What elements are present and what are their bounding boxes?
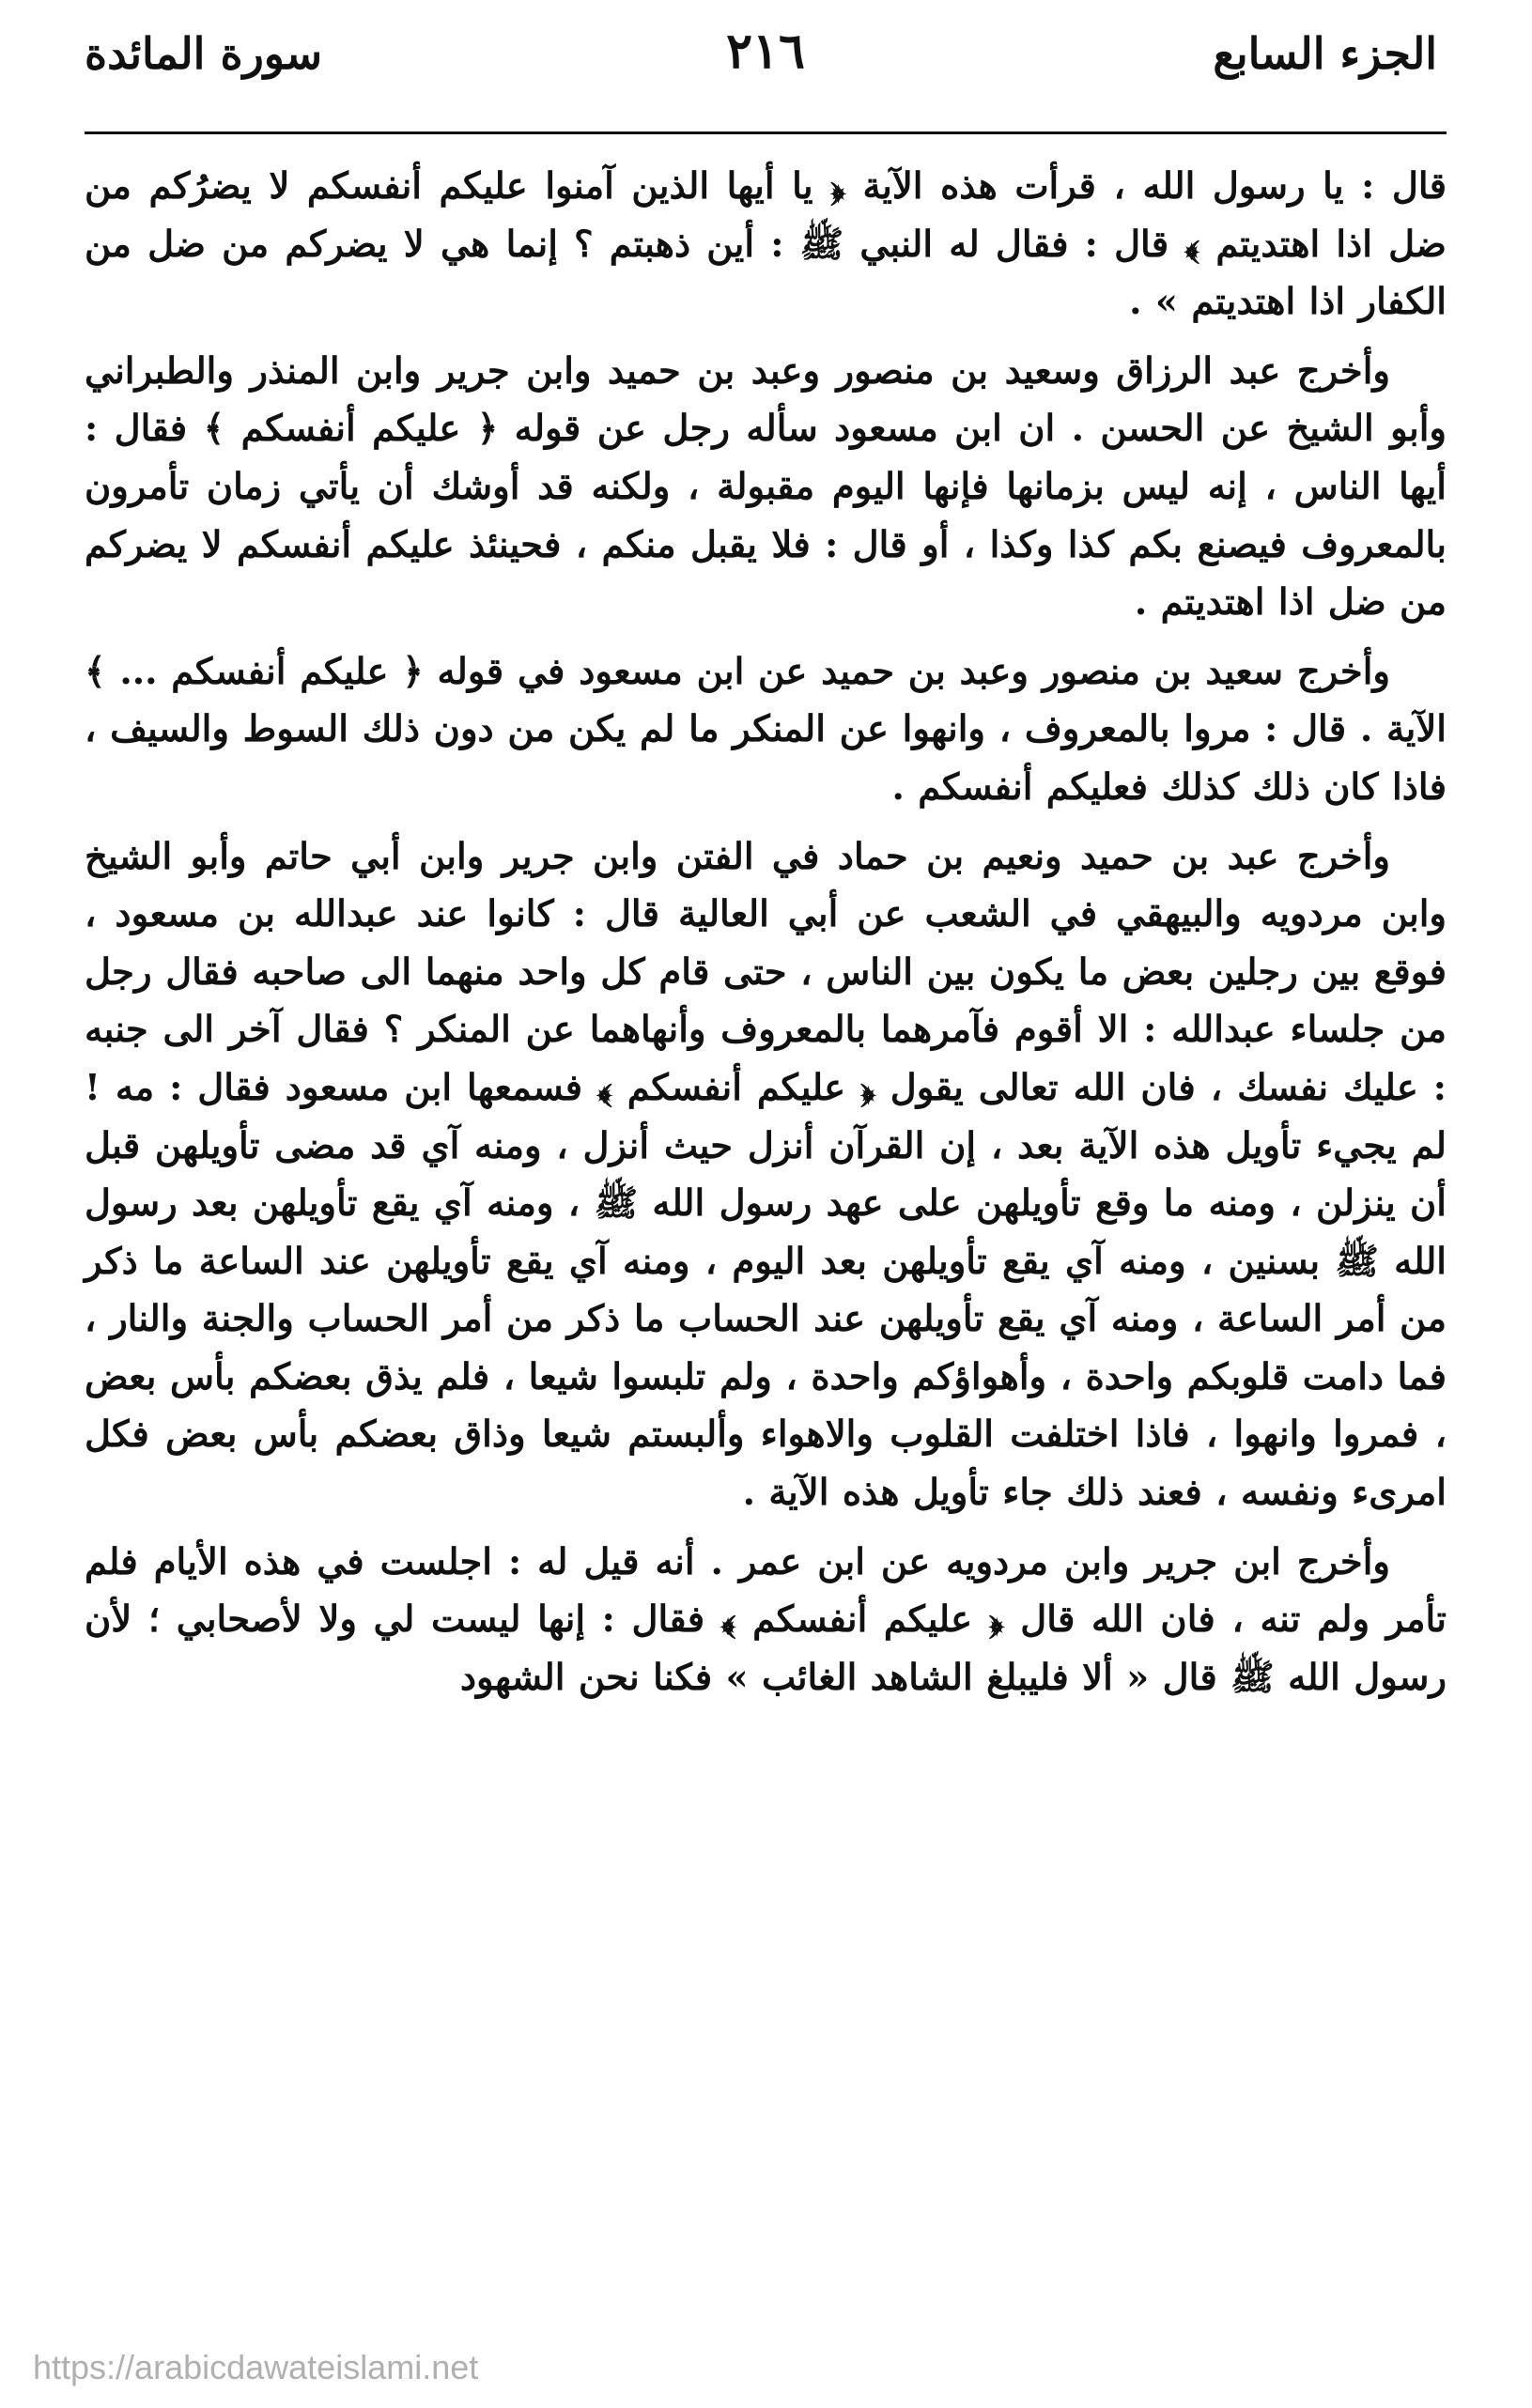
paragraph-1: قال : يا رسول الله ، قرأت هذه الآية ﴿ يا أيها الذين آمنوا عليكم أنفسكم لا يضرُكم من ضل اذا اهتديتم ﴾ قال : فقال له النبي ﷺ : أين ذهبتم ؟ إنما هي لا يضركم من ضل من الكفار اذا اهتديتم » .: [85, 165, 1447, 324]
page-body: [85, 158, 1447, 1718]
header-rule: [85, 131, 1447, 134]
paragraph-5: وأخرج ابن جرير وابن مردويه عن ابن عمر . أنه قيل له : اجلست في هذه الأيام فلم تأمر ولم تنه ، فان الله قال ﴿ عليكم أنفسكم ﴾ فقال : إنها ليست لي ولا لأصحابي ؛ لأن رسول الله ﷺ قال « ألا فليبلغ الشاهد الغائب » فكنا نحن الشهود: [85, 1540, 1447, 1699]
watermark-url: https://arabicdawateislami.net: [33, 2348, 479, 2386]
surah-title: سورة المائدة: [85, 28, 323, 79]
page-number: ٢١٦: [726, 23, 805, 80]
page-header: [85, 17, 1447, 120]
paragraph-3: وأخرج سعيد بن منصور وعبد بن حميد عن ابن مسعود في قوله ﴿ عليكم أنفسكم ... ﴾ الآية . قال : مروا بالمعروف ، وانهوا عن المنكر ما لم يكن من دون ذلك السوط والسيف ، فاذا كان ذلك كذلك فعليكم أنفسكم .: [85, 650, 1447, 809]
paragraph-4: وأخرج عبد بن حميد ونعيم بن حماد في الفتن وابن جرير وابن أبي حاتم وأبو الشيخ وابن مردويه والبيهقي في الشعب عن أبي العالية قال : كانوا عند عبدالله بن مسعود ، فوقع بين رجلين بعض ما يكون بين الناس ، حتى قام كل واحد منهما الى صاحبه فقال رجل من جلساء عبدالله : الا أقوم فآمرهما بالمعروف وأنهاهما عن المنكر ؟ فقال آخر الى جنبه : عليك نفسك ، فان الله تعالى يقول ﴿ عليكم أنفسكم ﴾ فسمعها ابن مسعود فقال : مه ! لم يجيء تأويل هذه الآية بعد ، إن القرآن أنزل حيث أنزل ، ومنه آي قد مضى تأويلهن قبل أن ينزلن ، ومنه ما وقع تأويلهن على عهد رسول الله ﷺ ، ومنه آي يقع تأويلهن بعد رسول الله ﷺ بسنين ، ومنه آي يقع تأويلهن بعد اليوم ، ومنه آي يقع تأويلهن عند الساعة ما ذكر من أمر الساعة ، ومنه آي يقع تأويلهن عند الحساب ما ذكر من أمر الحساب والجنة والنار ، فما دامت قلوبكم واحدة ، وأهواؤكم واحدة ، ولم تلبسوا شيعا ، فلم يذق بعضكم بأس بعض ، فمروا وانهوا ، فاذا اختلفت القلوب والاهواء وألبستم شيعا وذاق بعضكم بأس بعض فكل امرىء ونفسه ، فعند ذلك جاء تأويل هذه الآية .: [85, 835, 1447, 1515]
book-page: [85, 17, 1447, 2402]
paragraph-2: وأخرج عبد الرزاق وسعيد بن منصور وعبد بن حميد وابن جرير وابن المنذر والطبراني وأبو الشيخ عن الحسن . ان ابن مسعود سأله رجل عن قوله ﴿ عليكم أنفسكم ﴾ فقال : أيها الناس ، إنه ليس بزمانها فإنها اليوم مقبولة ، ولكنه قد أوشك أن يأتي زمان تأمرون بالمعروف فيصنع بكم كذا وكذا ، أو قال : فلا يقبل منكم ، فحينئذ عليكم أنفسكم لا يضركم من ضل اذا اهتديتم .: [85, 349, 1447, 625]
part-title: الجزء السابع: [1213, 28, 1437, 79]
